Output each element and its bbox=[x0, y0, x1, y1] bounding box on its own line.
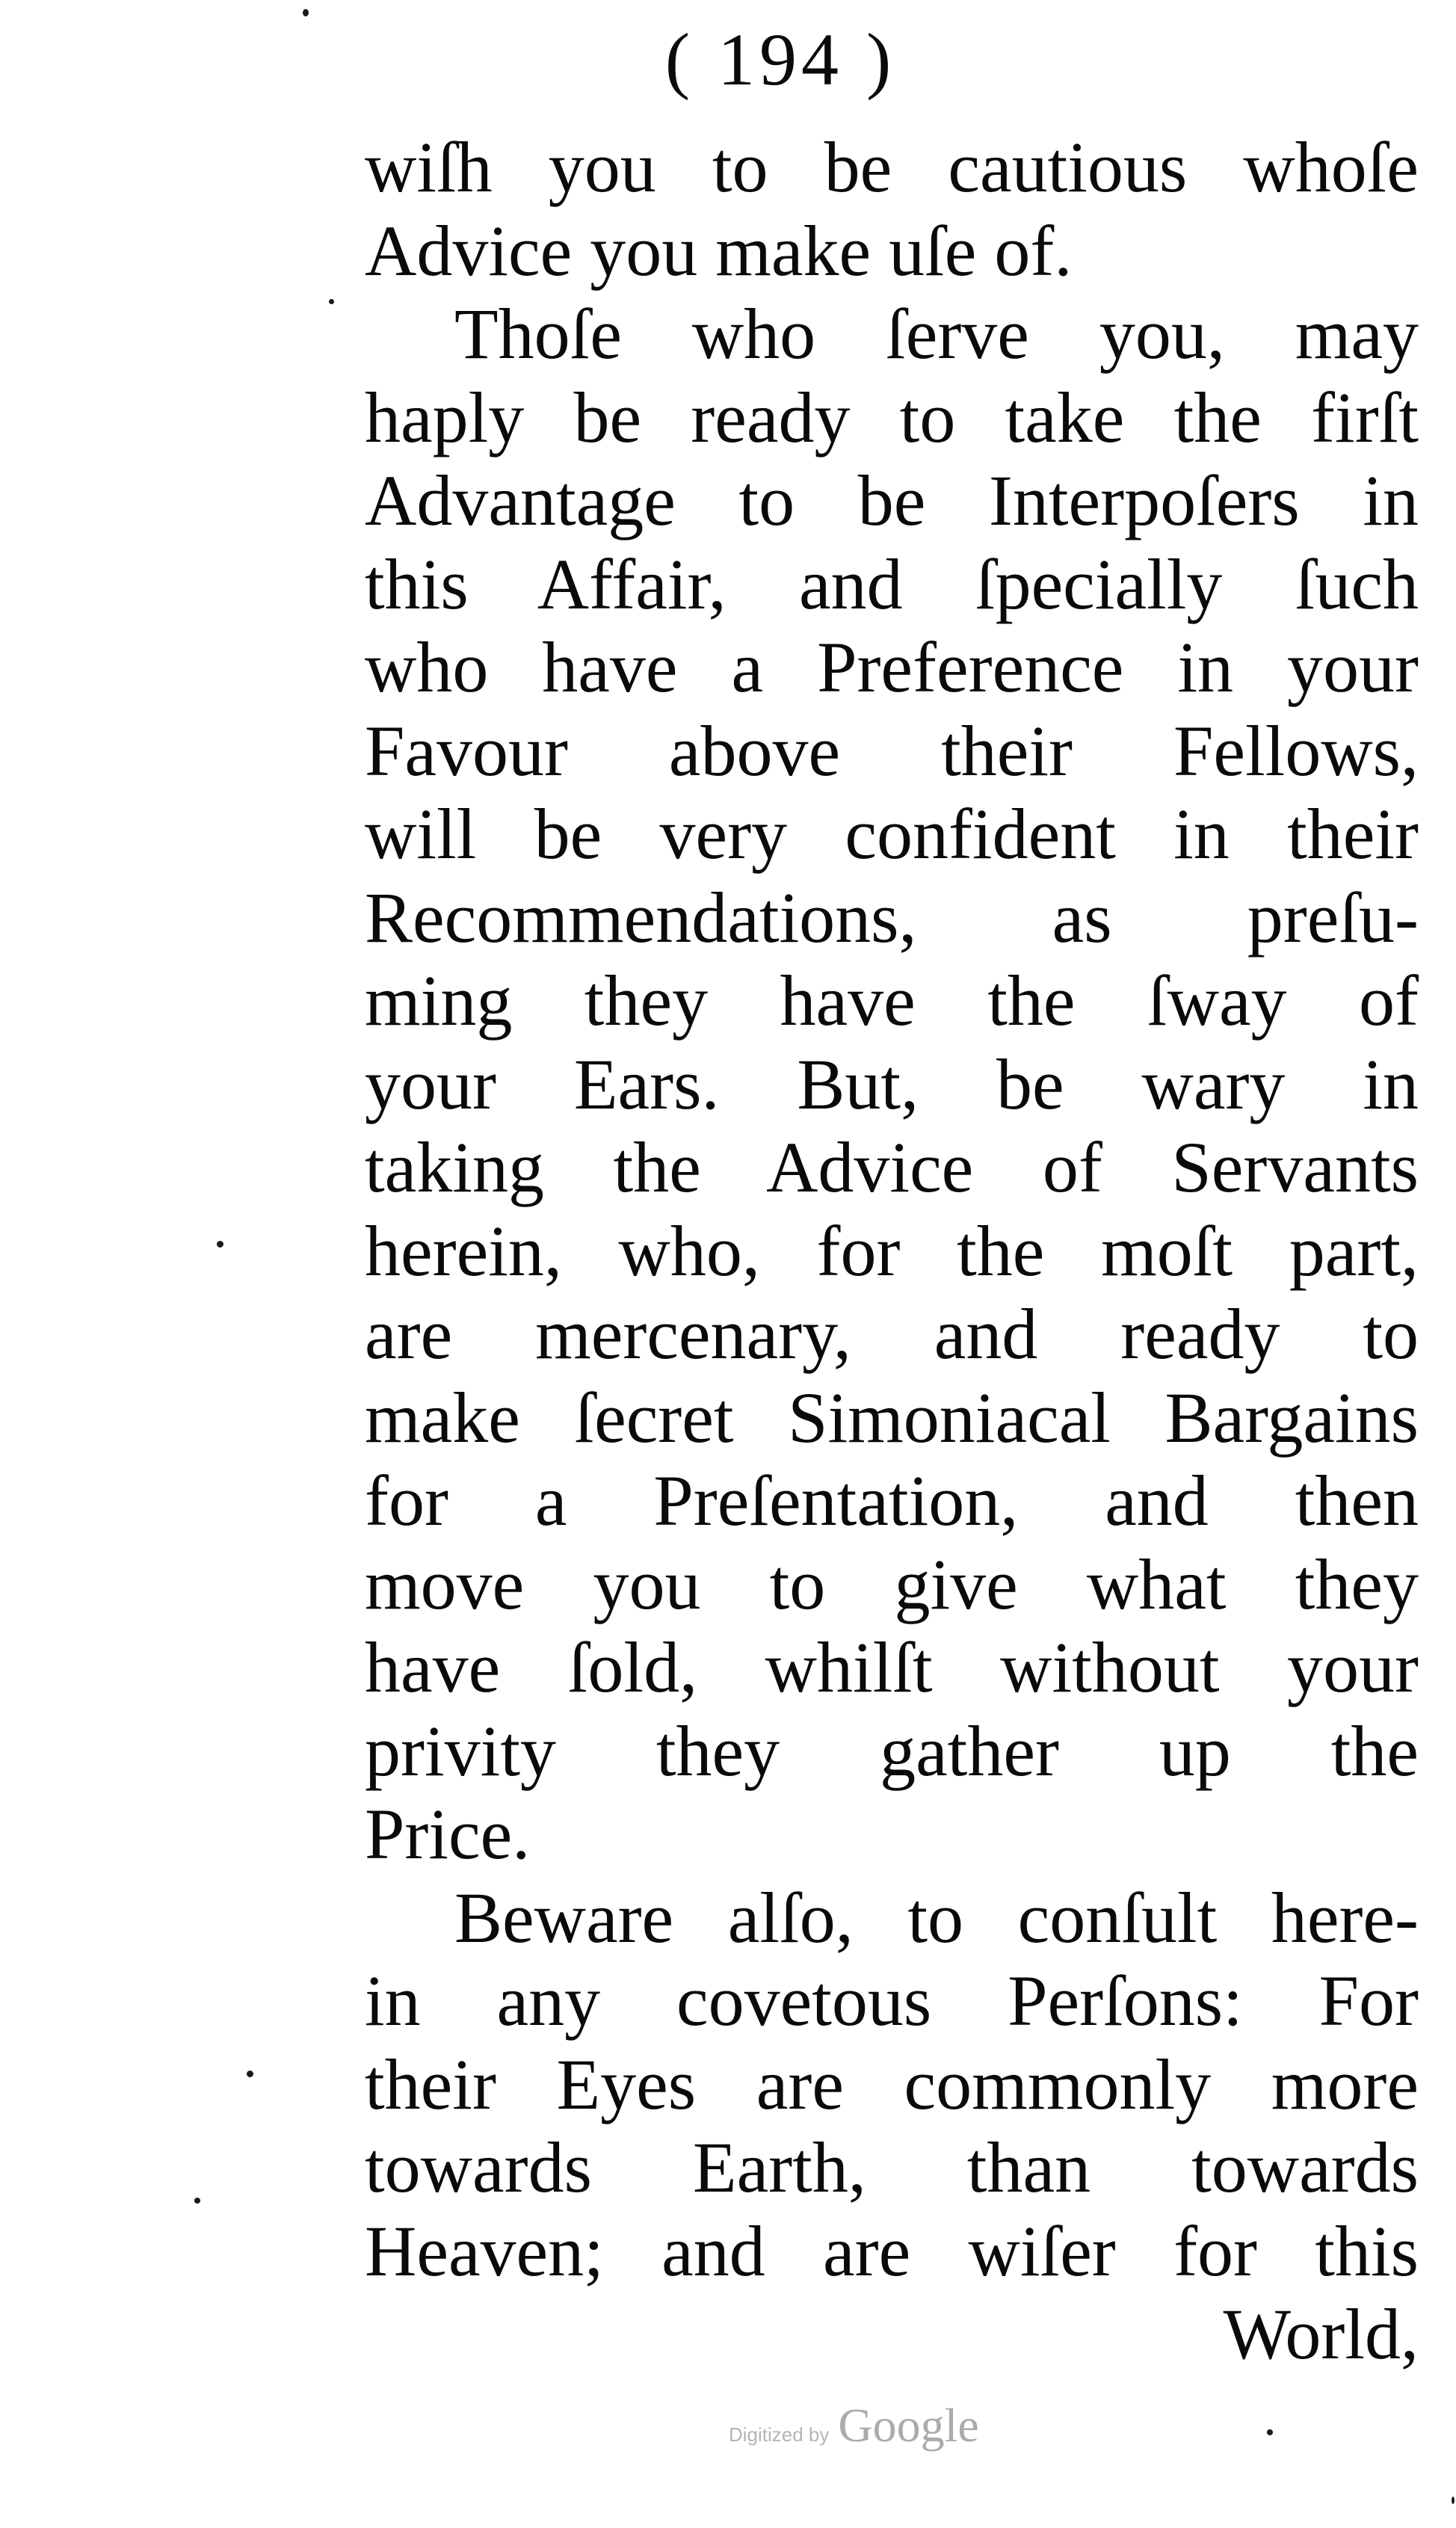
scan-speck bbox=[217, 1241, 223, 1248]
text-line: Favour above their Fellows, bbox=[365, 710, 1419, 791]
text-line: Thoſe who ſerve you, may bbox=[454, 294, 1419, 374]
text-line: make ſecret Simoniacal Bargains bbox=[365, 1377, 1419, 1458]
text-line: Heaven; and are wiſer for this bbox=[365, 2210, 1419, 2291]
text-line: herein, who, for the moſt part, bbox=[365, 1210, 1419, 1291]
scan-speck bbox=[247, 2071, 253, 2077]
text-line: Advantage to be Interpoſers in bbox=[365, 460, 1419, 540]
text-line: this Affair, and ſpecially ſuch bbox=[365, 543, 1419, 624]
text-line: Advice you make uſe of. bbox=[365, 210, 1073, 291]
text-line: have ſold, whilſt without your bbox=[365, 1627, 1419, 1707]
scan-speck bbox=[1267, 2429, 1273, 2435]
catchword: World, bbox=[1223, 2294, 1419, 2374]
text-line: taking the Advice of Servants bbox=[365, 1127, 1419, 1207]
page-number: ( 194 ) bbox=[664, 18, 896, 101]
text-line: will be very confident in their bbox=[365, 794, 1419, 874]
scan-speck bbox=[194, 2198, 200, 2204]
scan-speck bbox=[303, 9, 309, 16]
body-text bbox=[365, 126, 1419, 2376]
watermark-brand: Google bbox=[838, 2399, 979, 2452]
text-line: wiſh you to be cautious whoſe bbox=[365, 127, 1419, 207]
text-line: for a Preſentation, and then bbox=[365, 1461, 1419, 1541]
text-line: who have a Preference in your bbox=[365, 627, 1419, 707]
text-line: are mercenary, and ready to bbox=[365, 1294, 1419, 1374]
text-line: Price. bbox=[365, 1794, 531, 1874]
text-line: in any covetous Perſons: For bbox=[365, 1961, 1419, 2041]
text-line: Beware alſo, to conſult here- bbox=[454, 1877, 1419, 1958]
scan-speck bbox=[1452, 2497, 1455, 2504]
text-line: ming they have the ſway of bbox=[365, 961, 1419, 1041]
digitized-by-google-watermark bbox=[729, 2398, 979, 2453]
text-line: privity they gather up the bbox=[365, 1710, 1419, 1791]
text-line: your Ears. But, be wary in bbox=[365, 1043, 1419, 1124]
text-line: towards Earth, than towards bbox=[365, 2127, 1419, 2207]
text-line: their Eyes are commonly more bbox=[365, 2044, 1419, 2124]
text-line: haply be ready to take the firſt bbox=[365, 377, 1419, 457]
text-line: Recommendations, as preſu- bbox=[365, 877, 1419, 958]
text-line: move you to give what they bbox=[365, 1544, 1419, 1624]
scan-speck bbox=[329, 299, 334, 304]
watermark-prefix: Digitized by bbox=[729, 2423, 830, 2446]
